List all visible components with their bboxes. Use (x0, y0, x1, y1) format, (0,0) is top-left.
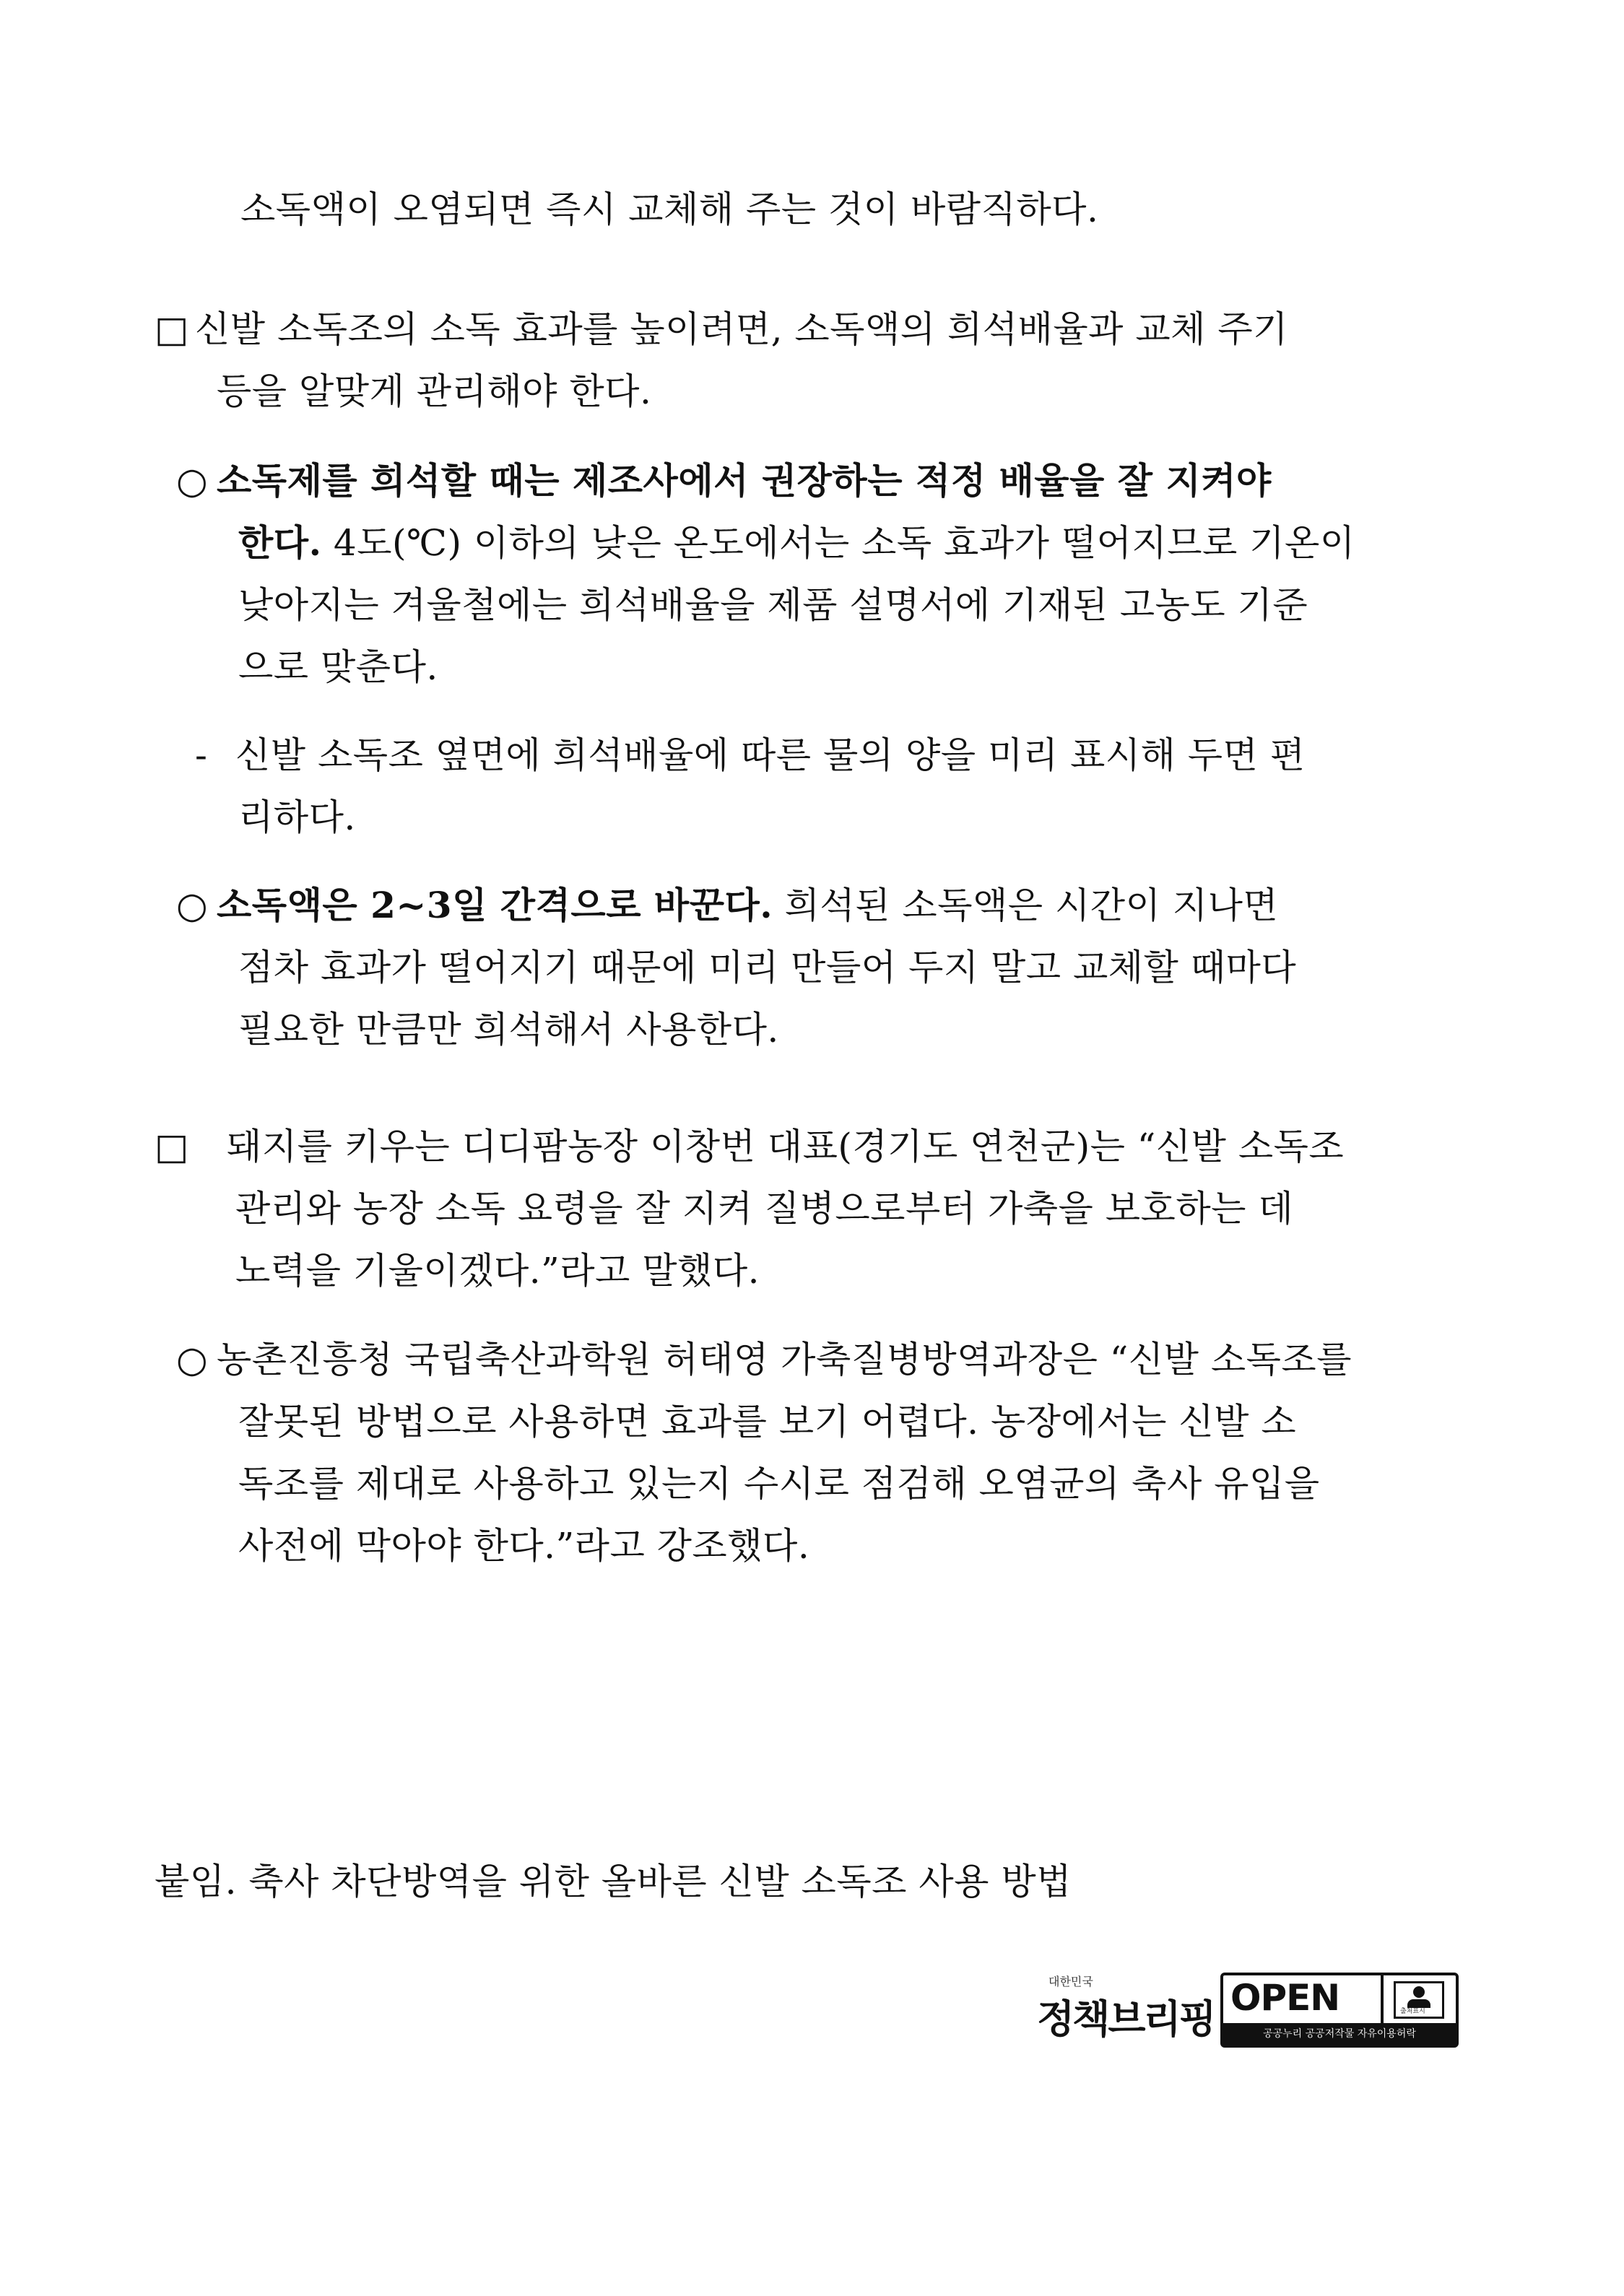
text-line (238, 1398, 1296, 1445)
text-line (235, 1247, 760, 1295)
briefing-logo-main-text: 정책브리핑 (1037, 1996, 1215, 2042)
line-part: 등을 알맞게 관리해야 한다. (217, 370, 652, 412)
square-bullet: □ (155, 1126, 189, 1167)
text-line (238, 519, 1355, 567)
circle-bullet: ○ (176, 1339, 209, 1380)
open-logo-caption: 공공누리 공공저작물 자유이용허락 (1223, 2023, 1456, 2045)
line-part: 낮아지는 겨울철에는 희석배율을 제품 설명서에 기재된 고농도 기준 (238, 584, 1308, 626)
line-part: 노력을 기울이겠다.”라고 말했다. (235, 1250, 760, 1292)
line-part: 잘못된 방법으로 사용하면 효과를 보기 어렵다. 농장에서는 신발 소 (238, 1401, 1297, 1443)
text-line (155, 1123, 1344, 1170)
text-line (238, 1006, 779, 1053)
text-line (235, 1185, 1293, 1232)
line-part-bold: 소독액은 2~3일 간격으로 바꾼다. (217, 884, 773, 926)
line-part: 관리와 농장 소독 요령을 잘 지켜 질병으로부터 가축을 보호하는 데 (235, 1188, 1294, 1230)
line-part: 희석된 소독액은 시간이 지나면 (773, 884, 1279, 926)
square-bullet: □ (155, 308, 189, 350)
line-part: 리하다. (238, 796, 356, 838)
line-part: 소독액이 오염되면 즉시 교체해 주는 것이 바람직하다. (240, 188, 1099, 230)
text-line (195, 731, 1306, 779)
policy-briefing-logo (1037, 1967, 1217, 2053)
text-line (238, 643, 438, 691)
line-part: 농촌진흥청 국립축산과학원 허태영 가축질병방역과장은 “신발 소독조를 (217, 1339, 1352, 1380)
text-line (238, 944, 1296, 991)
attachment-text: 붙임. 축사 차단방역을 위한 올바른 신발 소독조 사용 방법 (155, 1861, 1072, 1903)
line-part: 돼지를 키우는 디디팜농장 이창번 대표(경기도 연천군)는 “신발 소독조 (227, 1126, 1345, 1167)
briefing-logo-small-text: 대한민국 (1048, 1975, 1093, 1988)
text-line (238, 1460, 1320, 1508)
text-line (176, 457, 1272, 505)
text-line (217, 368, 651, 415)
footer-logos (1037, 1967, 1463, 2053)
text-line (155, 305, 1288, 353)
line-part: 사전에 막아야 한다.”라고 강조했다. (238, 1525, 810, 1567)
line-part: 으로 맞춘다. (238, 646, 438, 688)
attribution-person-icon (1394, 1981, 1444, 2019)
circle-bullet: ○ (176, 460, 209, 502)
text-line (240, 186, 1098, 233)
text-line (238, 581, 1308, 629)
open-logo-divider (1381, 1975, 1384, 2023)
line-part-bold: 소독제를 희석할 때는 제조사에서 권장하는 적정 배율을 잘 지켜야 (217, 459, 1272, 502)
text-line (176, 1336, 1352, 1383)
line-part: 독조를 제대로 사용하고 있는지 수시로 점검해 오염균의 축사 유입을 (238, 1463, 1320, 1505)
attachment-line (155, 1858, 1072, 1905)
kogl-open-license-logo (1220, 1973, 1459, 2048)
line-part: 필요한 만큼만 희석해서 사용한다. (238, 1009, 779, 1051)
open-logo-text: OPEN (1230, 1977, 1340, 2019)
line-part: 4도(℃) 이하의 낮은 온도에서는 소독 효과가 떨어지므로 기온이 (321, 522, 1355, 564)
dash-bullet: - (195, 734, 208, 776)
text-line (176, 882, 1278, 929)
line-part: 신발 소독조 옆면에 희석배율에 따른 물의 양을 미리 표시해 두면 편 (235, 734, 1306, 776)
line-part: 신발 소독조의 소독 효과를 높이려면, 소독액의 희석배율과 교체 주기 (195, 308, 1288, 350)
circle-bullet: ○ (176, 884, 209, 926)
attribution-icon-caption: 출처표시 (1400, 2008, 1425, 2015)
text-line (238, 793, 356, 841)
line-part-bold: 한다. (238, 521, 322, 564)
line-part: 점차 효과가 떨어지기 때문에 미리 만들어 두지 말고 교체할 때마다 (238, 947, 1297, 988)
text-line (238, 1522, 809, 1570)
